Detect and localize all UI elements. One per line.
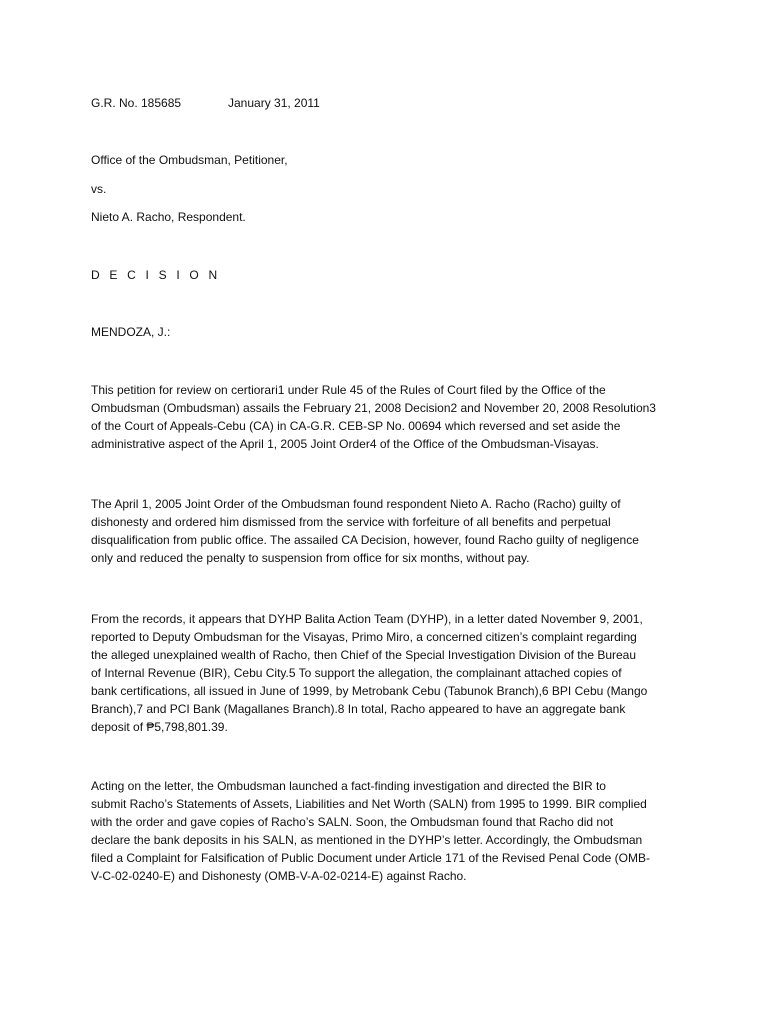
versus-line: vs.	[91, 182, 107, 196]
paragraph-line: administrative aspect of the April 1, 2005 Joint Order4 of the Office of the Ombudsman-Visayas.	[91, 437, 599, 451]
paragraph-line: Branch),7 and PCI Bank (Magallanes Branch).8 In total, Racho appeared to have an aggregate bank	[91, 702, 626, 716]
paragraph-1	[91, 381, 671, 453]
paragraph-4	[91, 777, 671, 885]
paragraph-line: The April 1, 2005 Joint Order of the Ombudsman found respondent Nieto A. Racho (Racho) guilty of	[91, 497, 621, 511]
paragraph-line: of Internal Revenue (BIR), Cebu City.5 To support the allegation, the complainant attached copies of	[91, 666, 622, 680]
decision-date: January 31, 2011	[228, 96, 320, 110]
paragraph-line: Acting on the letter, the Ombudsman launched a fact-finding investigation and directed the BIR to	[91, 779, 606, 793]
paragraph-line: with the order and gave copies of Racho’s SALN. Soon, the Ombudsman found that Racho did not	[91, 815, 614, 829]
paragraph-line: Ombudsman (Ombudsman) assails the February 21, 2008 Decision2 and November 20, 2008 Resolution3	[91, 401, 656, 415]
case-header	[91, 94, 320, 112]
paragraph-line: the alleged unexplained wealth of Racho, then Chief of the Special Investigation Division of the Bureau	[91, 648, 637, 662]
paragraph-line: disqualification from public office. The assailed CA Decision, however, found Racho guilty of negligence	[91, 533, 639, 547]
paragraph-line: This petition for review on certiorari1 under Rule 45 of the Rules of Court filed by the Office of the	[91, 383, 606, 397]
paragraph-line: dishonesty and ordered him dismissed from the service with forfeiture of all benefits and perpetual	[91, 515, 611, 529]
gr-number: G.R. No. 185685	[91, 96, 182, 110]
document-page	[91, 0, 691, 1024]
paragraph-line: declare the bank deposits in his SALN, as mentioned in the DYHP’s letter. Accordingly, the Ombudsman	[91, 833, 643, 847]
decision-title: D E C I S I O N	[91, 268, 221, 282]
ponente-line: MENDOZA, J.:	[91, 325, 171, 339]
paragraph-line: filed a Complaint for Falsification of Public Document under Article 171 of the Revised Penal Code (OMB-	[91, 851, 650, 865]
paragraph-line: reported to Deputy Ombudsman for the Visayas, Primo Miro, a concerned citizen’s complaint regarding	[91, 630, 637, 644]
paragraph-3	[91, 610, 671, 736]
petitioner-line: Office of the Ombudsman, Petitioner,	[91, 153, 288, 167]
paragraph-line: V-C-02-0240-E) and Dishonesty (OMB-V-A-02-0214-E) against Racho.	[91, 869, 467, 883]
paragraph-line: submit Racho’s Statements of Assets, Liabilities and Net Worth (SALN) from 1995 to 1999. BIR complied	[91, 797, 647, 811]
paragraph-line: bank certifications, all issued in June of 1999, by Metrobank Cebu (Tabunok Branch),6 BPI Cebu (Mango	[91, 684, 648, 698]
paragraph-2	[91, 495, 671, 567]
paragraph-line: of the Court of Appeals-Cebu (CA) in CA-G.R. CEB-SP No. 00694 which reversed and set aside the	[91, 419, 621, 433]
respondent-line: Nieto A. Racho, Respondent.	[91, 210, 246, 224]
paragraph-line: only and reduced the penalty to suspension from office for six months, without pay.	[91, 551, 530, 565]
paragraph-line: From the records, it appears that DYHP Balita Action Team (DYHP), in a letter dated November 9, 2001,	[91, 612, 643, 626]
paragraph-line: deposit of ₱5,798,801.39.	[91, 720, 228, 734]
